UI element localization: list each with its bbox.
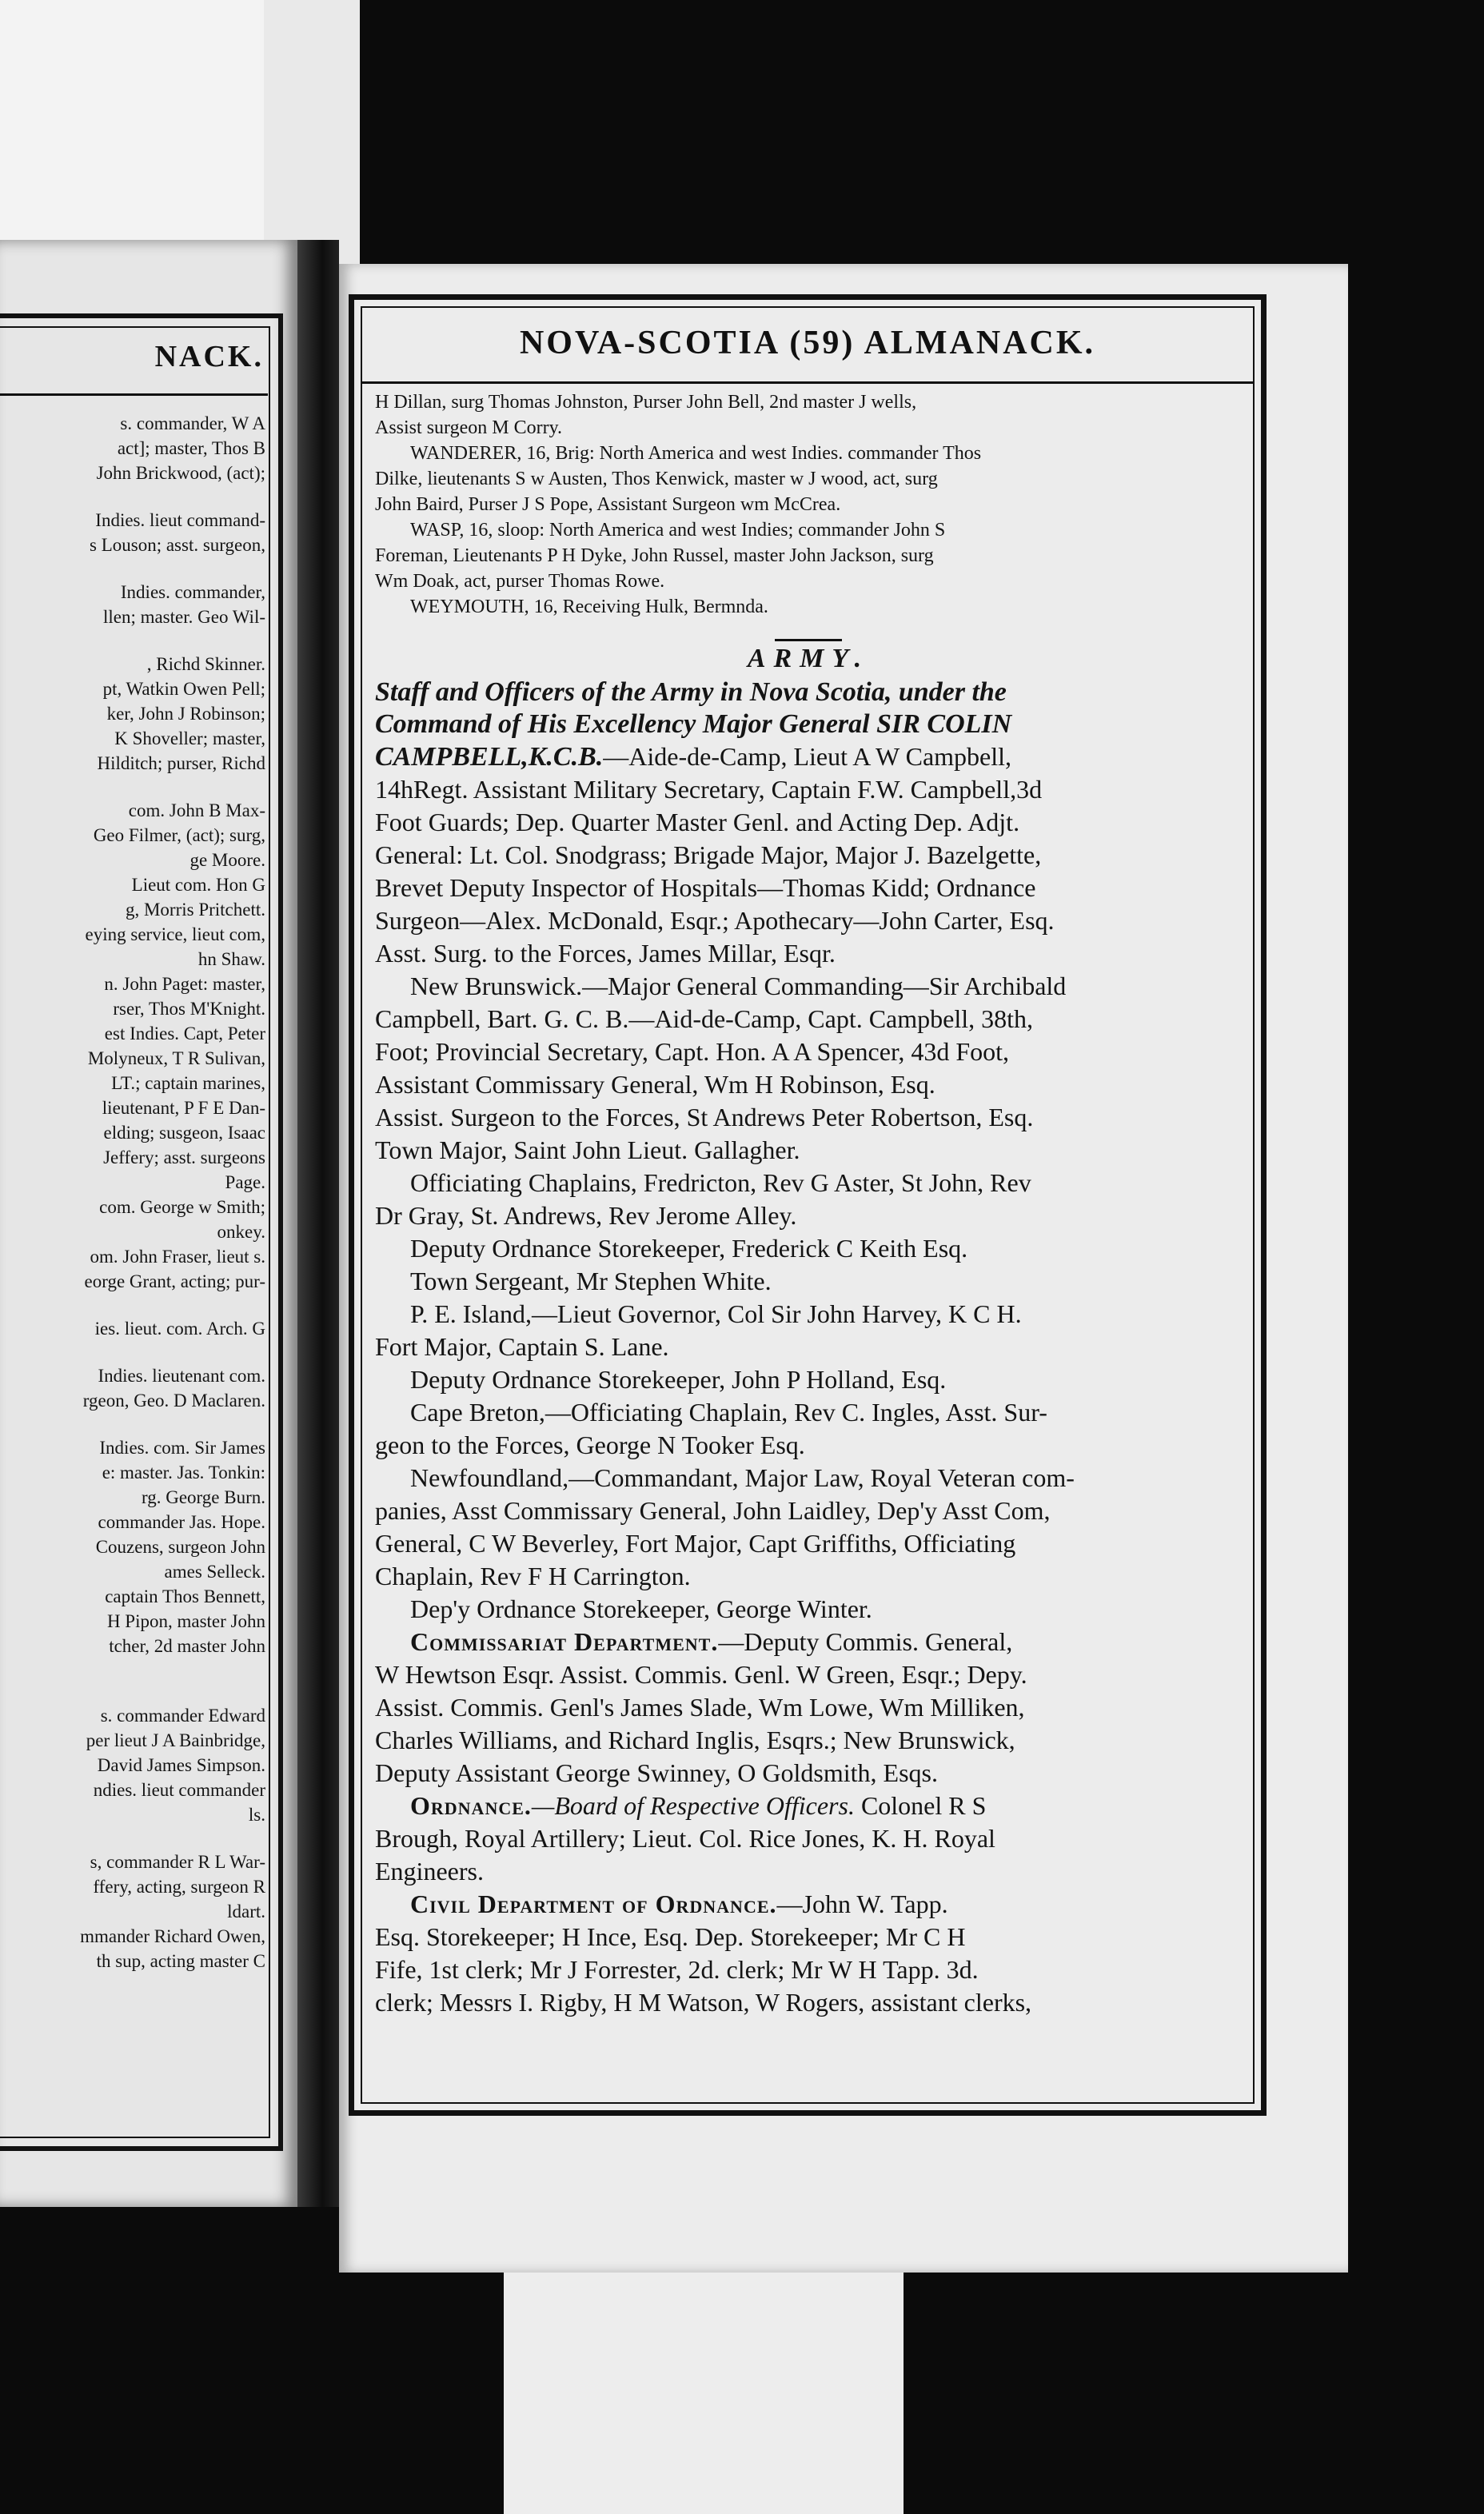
left-page-line: rgeon, Geo. D Maclaren. (82, 1391, 265, 1411)
army-paragraph-line: P. E. Island,—Lieut Governor, Col Sir John Harvey, K C H. (410, 1299, 1022, 1328)
left-page-line: Indies. lieut command- (95, 510, 265, 530)
ordnance-section (375, 1790, 1242, 1888)
left-page-line: s. commander, W A (120, 413, 265, 433)
ship-entry-line: Foreman, Lieutenants P H Dyke, John Russel, master John Jackson, surg (375, 545, 934, 566)
left-page-line: est Indies. Capt, Peter (104, 1024, 265, 1044)
army-paragraph-line: Chaplain, Rev F H Carrington. (375, 1562, 691, 1590)
page-frame-outer (349, 294, 1267, 2116)
army-paragraph-line: Town Major, Saint John Lieut. Gallagher. (375, 1135, 800, 1164)
left-page-line: e: master. Jas. Tonkin: (102, 1463, 265, 1482)
ship-entry-line: WASP, 16, sloop: North America and west Indies; commander John S (410, 520, 946, 541)
section-divider (775, 639, 842, 641)
left-page-line: rg. George Burn. (141, 1487, 265, 1507)
left-page-line: H Pipon, master John (106, 1611, 265, 1631)
ship-entry-line: Dilke, lieutenants S w Austen, Thos Kenwick, master w J wood, act, surg (375, 469, 938, 489)
army-paragraph (375, 1396, 1242, 1462)
ship-entry (375, 441, 1242, 517)
left-page-line: ames Selleck. (164, 1562, 265, 1582)
left-page-line: ker, John J Robinson; (106, 704, 265, 724)
left-page-line: ls. (248, 1805, 265, 1825)
left-page-line: com. John B Max- (128, 800, 265, 820)
civil-ordnance-line: —John W. Tapp. (776, 1889, 948, 1918)
section-title-army: ARMY. (747, 644, 870, 673)
left-page-line: s Louson; asst. surgeon, (90, 535, 265, 555)
left-page-line: elding; susgeon, Isaac (103, 1123, 265, 1143)
page-content (375, 389, 1242, 2019)
left-page-line: Hilditch; purser, Richd (97, 753, 265, 773)
left-header-rule (0, 393, 268, 396)
left-page-line: mmander Richard Owen, (80, 1926, 265, 1946)
left-page-line: commander Jas. Hope. (98, 1512, 265, 1532)
army-paragraph-line: Foot; Provincial Secretary, Capt. Hon. A A Spencer, 43d Foot, (375, 1037, 1010, 1066)
ship-entry-line: WANDERER, 16, Brig: North America and west Indies. commander Thos (410, 443, 982, 464)
army-paragraph-line: General, C W Beverley, Fort Major, Capt Griffiths, Officiating (375, 1529, 1016, 1558)
army-paragraph-line: Deputy Ordnance Storekeeper, John P Holland, Esq. (410, 1365, 947, 1394)
ordnance-subheading: —Board of Respective Officers. (531, 1791, 855, 1820)
staff-intro-line: Staff and Officers of the Army in Nova Scotia, under the (375, 677, 1007, 707)
left-page-line: eying service, lieut com, (85, 924, 265, 944)
civil-ordnance-line: Esq. Storekeeper; H Ince, Esq. Dep. Storekeeper; Mr C H (375, 1922, 966, 1951)
army-paragraph-line: Newfoundland,—Commandant, Major Law, Royal Veteran com- (410, 1463, 1075, 1492)
commissariat-line: Assist. Commis. Genl's James Slade, Wm Lowe, Wm Milliken, (375, 1693, 1025, 1722)
army-paragraph-line: New Brunswick.—Major General Commanding—Sir Archibald (410, 972, 1067, 1000)
left-page (0, 240, 297, 2207)
left-page-line: onkey. (217, 1222, 265, 1242)
army-paragraph-line: Deputy Ordnance Storekeeper, Frederick C Keith Esq. (410, 1234, 968, 1263)
ordnance-line: Colonel R S (854, 1791, 987, 1820)
header-rule (362, 381, 1253, 384)
left-page-line: lieutenant, P F E Dan- (102, 1098, 265, 1118)
ship-entry-line: WEYMOUTH, 16, Receiving Hulk, Bermnda. (410, 597, 768, 617)
left-page-line (0, 1413, 265, 1435)
book-spine (297, 240, 339, 2207)
left-page-line: ffery, acting, surgeon R (93, 1877, 265, 1897)
left-page-header: NACK. (154, 340, 264, 373)
left-page-line (0, 776, 265, 798)
left-page-line: om. John Fraser, lieut s. (90, 1247, 265, 1267)
army-paragraph-line: Cape Breton,—Officiating Chaplain, Rev C. Ingles, Asst. Sur- (410, 1398, 1047, 1427)
commissariat-heading: Commissariat Department. (410, 1627, 719, 1656)
army-paragraph-line: panies, Asst Commissary General, John Laidley, Dep'y Asst Com, (375, 1496, 1051, 1525)
army-paragraph-line: General: Lt. Col. Snodgrass; Brigade Major, Major J. Bazelgette, (375, 840, 1042, 869)
background-paper-scrap (504, 2271, 904, 2514)
army-paragraph-line: Officiating Chaplains, Fredricton, Rev G Aster, St John, Rev (410, 1168, 1031, 1197)
army-paragraphs (375, 773, 1242, 1626)
left-page-line: Indies. com. Sir James (99, 1438, 265, 1458)
left-page-line: s, commander R L War- (90, 1852, 265, 1872)
army-paragraph (375, 1462, 1242, 1593)
army-paragraph (375, 1167, 1242, 1232)
ship-entry (375, 594, 1242, 620)
ordnance-line: Engineers. (375, 1857, 484, 1886)
left-page-line: , Richd Skinner. (146, 654, 265, 674)
civil-ordnance-line: clerk; Messrs I. Rigby, H M Watson, W Rogers, assistant clerks, (375, 1988, 1032, 2017)
army-paragraph-line: Surgeon—Alex. McDonald, Esqr.; Apothecary—John Carter, Esq. (375, 906, 1055, 935)
army-paragraph-line: Dep'y Ordnance Storekeeper, George Winter. (410, 1594, 872, 1623)
left-page-line: Indies. lieutenant com. (98, 1366, 265, 1386)
ship-entry (375, 389, 1242, 441)
commissariat-line: —Deputy Commis. General, (718, 1627, 1013, 1656)
left-page-line: act]; master, Thos B (117, 438, 265, 458)
ship-entry-line: Assist surgeon M Corry. (375, 417, 563, 438)
left-page-line: hn Shaw. (197, 949, 265, 969)
left-page-line: ndies. lieut commander (93, 1780, 265, 1800)
staff-intro-line: CAMPBELL,K.C.B. (375, 742, 604, 772)
ship-entry-line: John Baird, Purser J S Pope, Assistant Surgeon wm McCrea. (375, 494, 841, 515)
ship-entries (375, 389, 1242, 620)
left-page-line: g, Morris Pritchett. (125, 900, 265, 920)
army-paragraph-line: geon to the Forces, George N Tooker Esq. (375, 1431, 805, 1459)
background-paper-scrap (264, 0, 360, 264)
left-page-line: Couzens, surgeon John (95, 1537, 265, 1557)
civil-ordnance-heading: Civil Department of Ordnance. (410, 1889, 777, 1918)
left-page-frame (0, 313, 283, 2151)
left-page-line: s. commander Edward (100, 1706, 265, 1726)
commissariat-line: Charles Williams, and Richard Inglis, Esqrs.; New Brunswick, (375, 1726, 1015, 1754)
army-paragraph-line: Foot Guards; Dep. Quarter Master Genl. and Acting Dep. Adjt. (375, 808, 1020, 836)
page-header: NOVA-SCOTIA (59) ALMANACK. (519, 325, 1096, 361)
page-frame-inner (361, 306, 1255, 2104)
left-page-line: Jeffery; asst. surgeons (103, 1147, 265, 1167)
army-paragraph (375, 1232, 1242, 1265)
army-paragraph-line: Town Sergeant, Mr Stephen White. (410, 1267, 772, 1295)
left-page-line: Molyneux, T R Sulivan, (87, 1048, 265, 1068)
army-paragraph (375, 1298, 1242, 1363)
left-page-line: ldart. (227, 1901, 265, 1921)
ship-entry-line: Wm Doak, act, purser Thomas Rowe. (375, 571, 665, 592)
left-page-line (0, 629, 265, 652)
left-page-line (0, 485, 265, 508)
left-page-line: eorge Grant, acting; pur- (84, 1271, 265, 1291)
ordnance-line: Brough, Royal Artillery; Lieut. Col. Rice Jones, K. H. Royal (375, 1824, 995, 1853)
left-page-line: per lieut J A Bainbridge, (86, 1730, 265, 1750)
left-page-line (0, 1681, 265, 1703)
left-page-inner-frame (0, 326, 270, 2138)
left-page-line: llen; master. Geo Wil- (102, 607, 265, 627)
army-paragraph-line: Fort Major, Captain S. Lane. (375, 1332, 669, 1361)
army-paragraph-line: 14hRegt. Assistant Military Secretary, Captain F.W. Campbell,3d (375, 775, 1043, 804)
left-page-line: John Brickwood, (act); (96, 463, 265, 483)
left-page-line: Indies. commander, (120, 582, 265, 602)
staff-intro-line: Command of His Excellency Major General SIR COLIN (375, 709, 1012, 739)
civil-ordnance-line: Fife, 1st clerk; Mr J Forrester, 2d. clerk; Mr W H Tapp. 3d. (375, 1955, 979, 1984)
staff-intro (375, 676, 1242, 773)
ship-entry (375, 517, 1242, 594)
army-paragraph (375, 773, 1242, 970)
civil-ordnance-section (375, 1888, 1242, 2019)
army-paragraph-line: Assist. Surgeon to the Forces, St Andrews Peter Robertson, Esq. (375, 1103, 1034, 1131)
army-paragraph (375, 1363, 1242, 1396)
army-paragraph-line: Brevet Deputy Inspector of Hospitals—Thomas Kidd; Ordnance (375, 873, 1036, 902)
army-paragraph-line: Asst. Surg. to the Forces, James Millar, Esqr. (375, 939, 836, 968)
left-page-line (0, 1658, 265, 1681)
left-page-line (0, 1294, 265, 1316)
left-page-line: pt, Watkin Owen Pell; (102, 679, 265, 699)
left-page-line: ge Moore. (189, 850, 265, 870)
left-page-line: captain Thos Bennett, (105, 1586, 265, 1606)
commissariat-line: W Hewtson Esqr. Assist. Commis. Genl. W Green, Esqr.; Depy. (375, 1660, 1027, 1689)
ship-entry-line: H Dillan, surg Thomas Johnston, Purser John Bell, 2nd master J wells, (375, 392, 917, 413)
left-page-line (0, 557, 265, 580)
left-page-line: tcher, 2d master John (109, 1636, 265, 1656)
left-page-line (0, 1827, 265, 1850)
army-paragraph (375, 1593, 1242, 1626)
left-page-text (0, 411, 265, 1973)
left-page-line: ies. lieut. com. Arch. G (94, 1319, 265, 1339)
right-page (339, 264, 1348, 2273)
army-paragraph-line: Dr Gray, St. Andrews, Rev Jerome Alley. (375, 1201, 797, 1230)
left-page-line: th sup, acting master C (96, 1951, 265, 1971)
left-page-line: David James Simpson. (97, 1755, 265, 1775)
commissariat-section (375, 1626, 1242, 1790)
left-page-line (0, 1341, 265, 1363)
army-paragraph-line: Campbell, Bart. G. C. B.—Aid-de-Camp, Capt. Campbell, 38th, (375, 1004, 1034, 1033)
left-page-line: Page. (225, 1172, 265, 1192)
commissariat-line: Deputy Assistant George Swinney, O Goldsmith, Esqs. (375, 1758, 938, 1787)
left-page-line: Geo Filmer, (act); surg, (93, 825, 265, 845)
left-page-line: rser, Thos M'Knight. (113, 999, 265, 1019)
army-paragraph-line: Assistant Commissary General, Wm H Robinson, Esq. (375, 1070, 935, 1099)
left-page-line: n. John Paget: master, (104, 974, 265, 994)
staff-intro-continuation: —Aide-de-Camp, Lieut A W Campbell, (603, 742, 1012, 771)
left-page-line: Lieut com. Hon G (131, 875, 265, 895)
army-paragraph (375, 970, 1242, 1167)
left-page-line: LT.; captain marines, (111, 1073, 265, 1093)
ordnance-heading: Ordnance. (410, 1791, 532, 1820)
army-paragraph (375, 1265, 1242, 1298)
left-page-line: K Shoveller; master, (114, 728, 265, 748)
left-page-line: com. George w Smith; (99, 1197, 265, 1217)
